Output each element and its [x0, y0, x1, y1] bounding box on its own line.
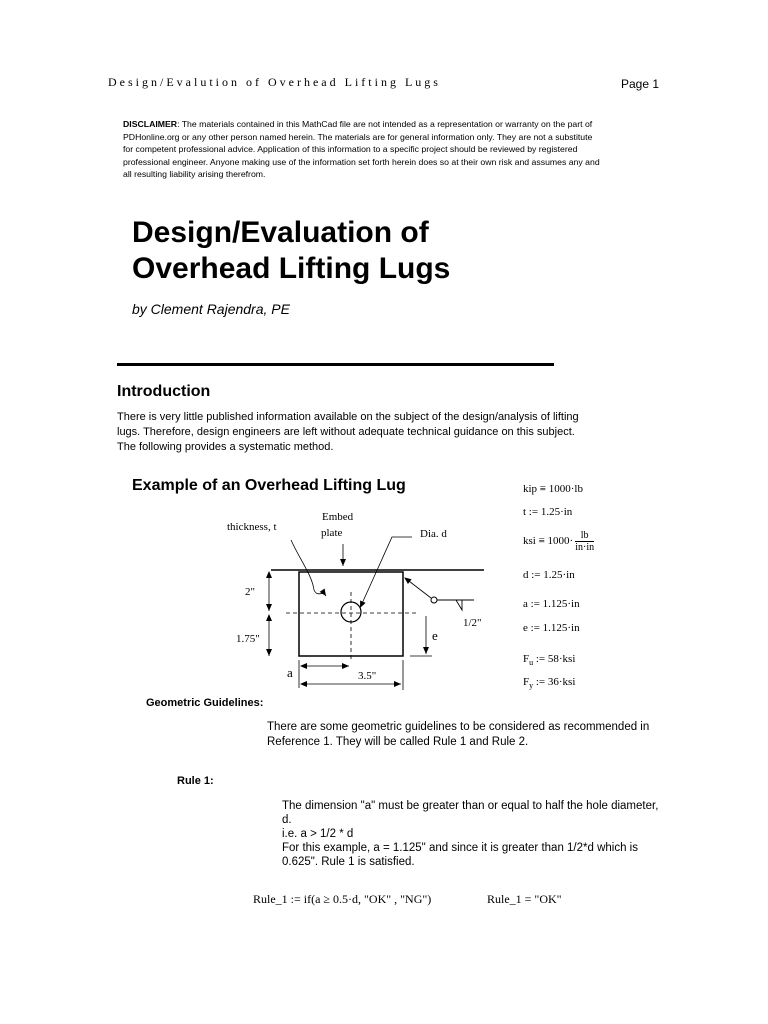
- rule1-line2: i.e. a > 1/2 * d: [282, 828, 354, 840]
- document-title: Design/Evaluation of Overhead Lifting Lugs: [132, 216, 451, 285]
- rule1-line3: For this example, a = 1.125" and since it is greater than 1/2*d which is 0.625". Rule 1 is satisfied.: [282, 842, 638, 868]
- introduction-body: There is very little published information available on the subject of the design/analysis of lifting lugs. Therefore, design engineers are left without adequate technical guidance on this subject. The following provides a systematic method.: [117, 411, 579, 453]
- rule1-result: Rule_1 = "OK": [487, 892, 562, 906]
- dim-175-label: 1.75": [236, 633, 260, 645]
- var-ksi-lhs: ksi ≡ 1000·: [523, 535, 574, 548]
- var-fu-rest: := 58·ksi: [533, 653, 576, 665]
- var-fu-sub: u: [529, 658, 534, 668]
- weld-all-around-icon: [431, 597, 437, 603]
- rule1-line1: The dimension "a" must be greater than or equal to half the hole diameter, d.: [282, 800, 659, 826]
- var-ksi: [523, 530, 594, 553]
- author-line: by Clement Rajendra, PE: [132, 301, 290, 317]
- var-kip: kip ≡ 1000·lb: [523, 483, 583, 495]
- ksi-denominator: in·in: [575, 542, 595, 553]
- dim-e-label: e: [432, 628, 438, 643]
- disclaimer-label: DISCLAIMER: [123, 119, 178, 129]
- rule1-body: [282, 799, 662, 869]
- embed-label-line2: plate: [321, 527, 343, 539]
- ksi-fraction: [575, 530, 594, 553]
- dim-2-label: 2": [245, 586, 255, 598]
- var-fy-rest: := 36·ksi: [533, 676, 576, 688]
- rule1-equation: Rule_1 := if(a ≥ 0.5·d, "OK" , "NG"): [253, 892, 432, 906]
- geometric-guidelines-heading: Geometric Guidelines:: [146, 697, 264, 709]
- page-number: Page 1: [621, 77, 660, 91]
- thickness-label: thickness, t: [227, 521, 277, 533]
- example-heading: Example of an Overhead Lifting Lug: [132, 477, 406, 494]
- dia-label: Dia. d: [420, 528, 447, 540]
- var-t: t := 1.25·in: [523, 506, 573, 518]
- weld-leader: [405, 578, 431, 598]
- var-fy-sub: y: [529, 681, 534, 691]
- introduction-heading: Introduction: [117, 383, 211, 400]
- dim-a-label: a: [287, 665, 293, 680]
- hole-circle: [341, 602, 361, 622]
- fillet-weld-icon: [456, 600, 462, 610]
- running-header-title: Design/Evalution of Overhead Lifting Lugs: [108, 75, 441, 89]
- ksi-numerator: lb: [575, 530, 594, 542]
- thickness-leader: [291, 540, 326, 596]
- geometric-guidelines-body: There are some geometric guidelines to be considered as recommended in Reference 1. They will be called Rule 1 and Rule 2.: [267, 721, 650, 748]
- var-fu: [523, 653, 575, 667]
- weld-size-label: 1/2": [463, 617, 482, 629]
- var-fy: [523, 676, 575, 690]
- dim-35-label: 3.5": [358, 670, 377, 682]
- embed-label-line1: Embed: [322, 511, 354, 523]
- var-fy-base: F: [523, 676, 530, 688]
- var-e: e := 1.125·in: [523, 622, 580, 634]
- disclaimer-text: : The materials contained in this MathCad file are not intended as a representation or warranty on the part of PDHonline.org or any other person named herein. The materials are for general information only. They are not a substitute for competent professional advice. Application of this information to a specific project should be reviewed by registered professional engineer. Anyone making use of the information set forth herein does so at their own risk and assumes any and all resulting liability arising therefrom.: [123, 119, 600, 180]
- var-d: d := 1.25·in: [523, 569, 575, 581]
- var-fu-base: F: [523, 653, 530, 665]
- rule1-heading: Rule 1:: [177, 775, 214, 787]
- var-a: a := 1.125·in: [523, 598, 580, 610]
